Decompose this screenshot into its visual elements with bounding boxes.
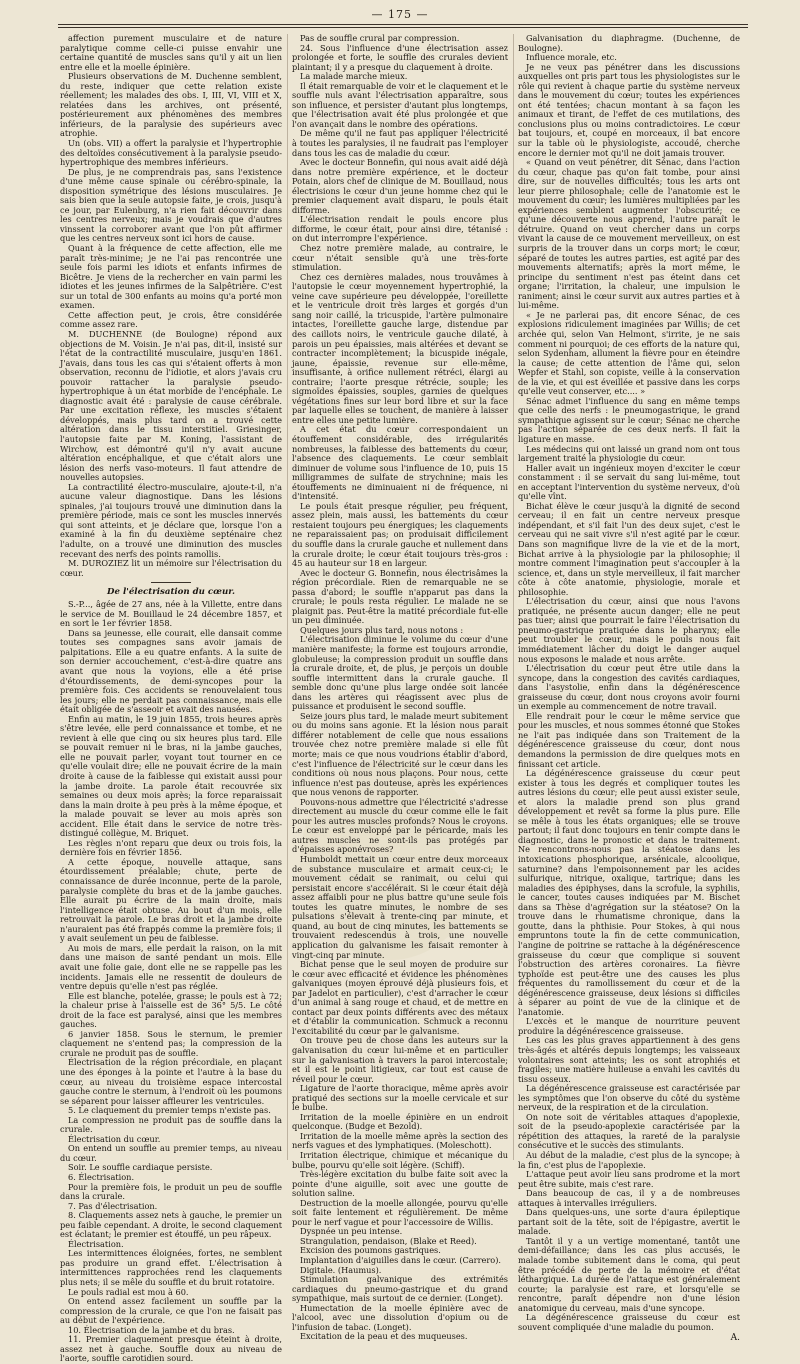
paragraph: Soir. Le souffle cardiaque persiste. — [68, 1162, 213, 1173]
paragraph: Elle rendrait pour le cœur le même service que pour les muscles, et nous sommes étonné que Stokes ne l'ait pas indiquée dans son Traitement de la dégénérescence graisseuse du cœur, dont nous demandons la permission de dire quelques mots en finissant cet article. — [518, 710, 740, 769]
paragraph: Électrisation du cœur. — [68, 1133, 161, 1144]
paragraph: Chez ces dernières malades, nous trouvâmes à l'autopsie le cœur moyennement hypertrophié, la veine cave supérieure peu développée, l'oreillette et le ventricule droit très larges et gorgés d'un sang noir caillé, la tricuspide, l'artère pulmonaire intactes, l'oreillette gauche large, distendue par des caillots noirs, le ventricule gauche dilaté, à parois un peu épaissies, mais altérées et devant se contracter incomplètement; la bicuspide inégale, jaune, épaissie, revenue sur elle-même, insuffisante, à orifice nullement rétréci, élargi au contraire; l'aorte presque rétrécie, souple; les sigmoïdes épaissies, souples, garnies de quelques végétations fines sur leur bord libre et sur la face par laquelle elles se touchent, de manière à laisser entre elles une petite lumière. — [292, 271, 508, 425]
header-rule — [58, 24, 748, 25]
paragraph: La contractilité électro-musculaire, ajoute-t-il, n'a aucune valeur diagnostique. Dans les lésions spinales, j'ai toujours trouvé une diminution dans la première période, mais ce sont les muscles innervés qui sont atteints, et je déclare que, lorsque l'on a examiné à la fin du deuxième septénaire chez l'adulte, on a trouvé une diminution des muscles recevant des nerfs des points ramollis. — [60, 481, 282, 559]
paragraph: Au mois de mars, elle perdait la raison, on la mit dans une maison de santé pendant un mois. Elle avait une folie gaie, dont elle ne se rappelle pas les incidents. Jamais elle ne ressentit de douleurs de ventre depuis qu'elle n'est pas réglée. — [60, 942, 282, 992]
paragraph: Digitale. (Haumus). — [300, 1264, 382, 1275]
paragraph: On note soit de véritables attaques d'apoplexie, soit de la pseudo-apoplexie caractérisée par la répétition des attaques, la rareté de la paralysie consécutive et le succès des stimulants. — [518, 1111, 740, 1151]
paragraph: Plusieurs observations de M. Duchenne semblent, du reste, indiquer que cette relation existe réellement; les malades des obs. I, III, VI, VIII et X, relatées dans les archives, ont présenté, postérieurement aux phénomènes des membres inférieurs, de la paralysie des supérieurs avec atrophie. — [60, 71, 282, 139]
paragraph: M. DUROZIEZ lit un mémoire sur l'électrisation du cœur. — [60, 558, 282, 578]
paragraph: Destruction de la moelle allongée, pourvu qu'elle soit faite lentement et régulièrement. De même pour le nerf vague et pour l'accessoire de Willis. — [292, 1197, 508, 1227]
paragraph: Sénac admet l'influence du sang en même temps que celle des nerfs : le pneumogastrique, le grand sympathique agissent sur le cœur; Sénac ne cherche pas l'action séparée de ces deux nerfs. Il fait la ligature en masse. — [518, 395, 740, 444]
section-separator — [151, 582, 191, 583]
paragraph: Chez notre première malade, au contraire, le cœur n'était sensible qu'à une très-forte stimulation. — [292, 243, 508, 273]
paragraph: 7. Pas d'électrisation. — [68, 1200, 158, 1211]
text-column-left — [60, 33, 282, 1364]
paragraph: « Quand on veut pénétrer, dit Sénac, dans l'action du cœur, chaque pas qu'on fait tombe, pour ainsi dire, sur de nouvelles difficultés; tous les arts ont leur pierre philosophale; celle de l'anatomie est le mouvement du cœur; les lumières multipliées par les expériences semblent augmenter l'obscurité; ce qu'une découverte nous apprend, l'autre paraît le détruire. Quand on veut chercher dans un corps vivant la cause de ce mouvement merveilleux, on est surpris de la trouver dans un corps mort; le cœur, séparé de toutes les autres parties, est agité par des mouvements alternatifs; après la mort même, le principe du sentiment n'est pas éteint dans cet organe; l'irritation, la chaleur, une impulsion le raniment; ainsi le cœur survit aux autres parties et à lui-même. — [518, 157, 740, 311]
paragraph: La dégénérescence graisseuse du cœur peut exister à tous les degrés et compliquer toutes les autres lésions du cœur; elle peut aussi exister seule, et alors la maladie prend son plus grand développement et revêt sa forme la plus pure. Elle se mêle à tous les états organiques; elle se trouve partout; il faut donc toujours en tenir compte dans le diagnostic, dans le pronostic et dans le traitement. Ne rencontrons-nous pas la stéatose dans les intoxications phosphorique, arsénicale, alcoolique, saturnine? dans l'empoisonnement par les acides sulfurique, nitrique, oxalique, tartrique; dans les maladies des épiphyses, dans la scrofule, la syphilis, le cancer, toutes causes indiquées par M. Bischet dans sa Thèse d'agrégation sur la stéatose? On la trouve dans le rhumatisme chronique, dans la goutte, dans la phthisie. Pour Stokes, à qui nous empruntons toute la fin de cette communication, l'angine de poitrine se rattache à la dégénérescence graisseuse du cœur que complique si souvent l'obstruction des artères coronaires. La fièvre typhoïde est peut-être une des causes les plus fréquentes du ramollissement du cœur et de la dégénérescence graisseuse, deux lésions si difficiles à séparer au point de vue de la clinique et de l'anatomie. — [518, 768, 740, 1017]
paragraph: Dans quelques-uns, une sorte d'aura épileptique partant soit de la tête, soit de l'épigastre, avertit le malade. — [518, 1207, 740, 1237]
paragraph: La dégénérescence graisseuse est caractérisée par les symptômes que l'on observe du côté du système nerveux, de la respiration et de la circulation. — [518, 1083, 740, 1113]
paragraph: L'électrisation du cœur, ainsi que nous l'avons pratiquée, ne présente aucun danger; elle ne peut pas tuer; ainsi que pourrait le faire l'électrisation du pneumo-gastrique pratiquée dans le pharynx; elle peut troubler le cœur, mais le pouls nous fait immédiatement lâcher du doigt le danger auquel nous exposons le malade et nous arrête. — [518, 596, 740, 664]
header-rule-double — [58, 27, 748, 28]
section-heading: De l'électrisation du cœur. — [107, 587, 235, 598]
paragraph: 5. Le claquement du premier temps n'existe pas. — [68, 1105, 271, 1116]
paragraph: Les règles n'ont reparu que deux ou trois fois, la dernière fois en février 1856. — [60, 837, 282, 858]
paragraph: Implantation d'aiguilles dans le cœur. (Carrero). — [300, 1255, 502, 1265]
paragraph: Pouvons-nous admettre que l'électricité s'adresse directement au muscle du cœur comme elle le fait pour les autres muscles profonds? Nous le croyons. Le cœur est enveloppé par le péricarde, mais les autres muscles ne sont-ils pas protégés par d'épaisses aponévroses? — [292, 796, 508, 855]
paragraph: affection purement musculaire et de nature paralytique comme celle-ci puisse envahir une certaine quantité de muscles sans qu'il y ait un lien entre elle et la moelle épinière. — [60, 33, 282, 72]
paragraph: Dans sa jeunesse, elle courait, elle dansait comme toutes ses compagnes sans avoir jamais de palpitations. Elle a eu quatre enfants. A la suite de son dernier accouchement, c'est-à-dire quatre ans avant que nous la voyions, elle a été prise d'étourdissements, de demi-syncopes pour la première fois. Ces accidents se renouvelaient tous les jours; elle ne perdait pas connaissance, mais elle était obligée de s'asseoir et avait des nausées. — [60, 627, 282, 715]
paragraph: M. DUCHENNE (de Boulogne) répond aux objections de M. Voisin. Je n'ai pas, dit-il, insisté sur l'état de la contractilité musculaire, jusqu'en 1861. J'avais, dans tous les cas qui s'étaient offerts à mon observation, reconnu de l'idiotie, et alors j'avais cru pouvoir rattacher la paralysie pseudo-hypertrophique à un état morbide de l'encéphale. Le diagnostic avait été : paralysie de cause cérébrale. Par une excitation réflexe, les muscles s'étaient développés, mais plus tard on a trouvé cette altération dans le tissu interstitiel. Griesinger, l'autopsie faite par M. Koning, l'assistant de Wirchow, est démontré qu'il n'y avait aucune altération encéphalique, et que c'était alors une lésion des nerfs vaso-moteurs. Il faut attendre de nouvelles autopsies. — [60, 328, 282, 483]
paragraph: Pour la première fois, le produit un peu de souffle dans la crurale. — [60, 1181, 282, 1202]
column-divider — [513, 34, 514, 1160]
paragraph: Pas de souffle crural par compression. — [300, 33, 460, 43]
paragraph: Dyspnée un peu intense. — [300, 1226, 403, 1237]
column-divider — [287, 34, 288, 1160]
paragraph: Irritation de la moelle même après la section des nerfs vagues et des lymphatiques. (Moleschott). — [292, 1130, 508, 1151]
paragraph: Électrisation. — [68, 1238, 124, 1249]
paragraph: L'attaque peut avoir lieu sans prodrome et la mort peut être subite, mais c'est rare. — [518, 1169, 740, 1189]
paragraph: De même qu'il ne faut pas appliquer l'électricité à toutes les paralysies, il ne faudrait pas l'employer dans tous les cas de maladie du cœur. — [292, 128, 508, 158]
paragraph: La dégénérescence graisseuse du cœur est souvent compliquée d'une maladie du poumon. — [518, 1312, 740, 1332]
paragraph: Électrisation de la région précordiale, en plaçant une des éponges à la pointe et l'autre à la base du cœur, au niveau du troisième espace intercostal gauche contre le sternum, à l'endroit où les poumons se séparent pour laisser affleurer les ventricules. — [60, 1057, 282, 1106]
end-mark: A. — [730, 1333, 740, 1344]
paragraph: Je ne veux pas pénétrer dans les discussions auxquelles ont pris part tous les physiologistes sur le rôle qui revient à chaque partie du système nerveux dans le mouvement du cœur; toutes les expériences ont été tentées; chacun montant à sa façon les animaux et tirant, de l'effet de ces mutilations, des conclusions plus ou moins contradictoires. Le cœur bat toujours, et, coupé en morceaux, il bat encore sur la table où le physiologiste, accoudé, cherche encore le dernier mot qu'il ne doit jamais trouver. — [518, 61, 740, 158]
paragraph: 8. Claquements assez nets à gauche, le premier un peu faible cependant. A droite, le second claquement est éclatant; le premier est étouffé, un peu râpeux. — [60, 1210, 282, 1240]
paragraph: 10. Électrisation de la jambe et du bras. — [68, 1324, 235, 1335]
paragraph: Enfin au matin, le 19 juin 1855, trois heures après s'être levée, elle perd connaissance et tombe, et ne revient à elle que cinq ou six heures plus tard. Elle se pouvait remuer ni le bras, ni la jambe gauches, elle ne pouvait parler, voyant tout tourner en ce qu'elle voulait dire; elle ne pouvait écrire de la main droite à cause de la faiblesse qui existait aussi pour la jambe droite. La parole était recouvrée six semaines ou deux mois après; la force reparaissait dans la main droite à peu près à la même époque, et la malade pouvait se lever au mois après son accident. Elle était dans le service de notre très-distingué collègue, M. Briquet. — [60, 713, 282, 839]
paragraph: Ligature de l'aorte thoracique, même après avoir pratiqué des sections sur la moelle cervicale et sur le bulbe. — [292, 1083, 508, 1113]
text-column-middle — [292, 33, 508, 1342]
paragraph: L'électrisation diminue le volume du cœur d'une manière manifeste; la forme est toujours arrondie, globuleuse; la compression produit un souffle dans la crurale droite, et, de plus, je perçois un double souffle intermittent dans la crurale gauche. Il semble donc qu'une plus large ondée soit lancée dans les artères qui réagissent avec plus de puissance et produisent le second souffle. — [292, 634, 508, 712]
paragraph: 6. Électrisation. — [68, 1171, 135, 1182]
paragraph: « Je ne parlerai pas, dit encore Sénac, de ces explosions ridiculement imaginées par Willis; de cet archée qui, selon Van Helmont, s'irrite, je ne sais comment ni pourquoi; de ces efforts de la nature qui, selon Sydenham, allument la fièvre pour en éteindre la cause; de cette attention de l'âme qui, selon Wepfer et Stahl, son copiste, veille à la conservation de la vie, et qui est éveillée et passive dans les corps qu'elle veut conserver, etc.... » — [518, 309, 740, 397]
text-column-right — [518, 33, 740, 1344]
paragraph: Bichat pense que le seul moyen de produire sur le cœur avec efficacité et évidence les phénomènes galvaniques (moyen éprouvé déjà plusieurs fois, et par Jadelot en particulier), c'est d'arracher le cœur d'un animal à sang rouge et chaud, et de mettre en contact par deux points différents avec des métaux et d'établir la communication. Schmuck a reconnu l'excitabilité du cœur par le galvanisme. — [292, 959, 508, 1036]
paragraph: Influence morale, etc. — [526, 52, 617, 63]
paragraph: Avec le docteur G. Bonnefin, nous électrisâmes la région précordiale. Rien de remarquable ne se passa d'abord; le souffle n'apparut pas dans la crurale; le pouls resta régulier. Le malade ne se plaignit pas. Peut-être la matité précordiale fut-elle un peu diminuée. — [292, 567, 508, 626]
paragraph: Humboldt mettait un cœur entre deux morceaux de substance musculaire et armait ceux-ci; le mouvement cédait se ranimait, ou celui qui persistait encore s'accélérait. Si le cœur était déjà assez affaibli pour ne plus battre qu'une seule fois toutes les quatre minutes, le nombre de ses pulsations s'élevait à trente-cinq par minute, et quand, au bout de cinq minutes, les battements se trouvaient redescendus à trois, une nouvelle application du galvanisme les faisait remonter à vingt-cinq par minute. — [292, 854, 508, 960]
paragraph: Excision des poumons gastriques. — [300, 1245, 441, 1256]
paragraph: Au début de la maladie, c'est plus de la syncope; à la fin, c'est plus de l'apoplexie. — [518, 1149, 740, 1170]
paragraph: Quant à la fréquence de cette affection, elle me paraît très-minime; je ne l'ai pas rencontrée une seule fois parmi les idiots et enfants infirmes de Bicêtre. Je viens de la rechercher en vain parmi les idiotes et les jeunes infirmes de la Salpêtrière. C'est sur un total de 300 enfants au moins qu'a porté mon examen. — [60, 243, 282, 311]
paragraph: Quelques jours plus tard, nous notons : — [300, 624, 464, 635]
paragraph: Seize jours plus tard, le malade meurt subitement ou du moins sans agonie. Et la lésion nous parait différer notablement de celle que nous essaiions trouvée chez notre première malade si elle fût morte; mais ce que nous voudrions établir d'abord, c'est l'influence de l'électricité sur le cœur dans les conditions où nous nous plaçons. Pour nous, cette influence n'est pas douteuse, après les expériences que nous venons de rapporter. — [292, 710, 508, 798]
paragraph: Les médecins qui ont laissé un grand nom ont tous largement traité la physiologie du cœur. — [518, 443, 740, 464]
paragraph: Excitation de la peau et des muqueuses. — [300, 1331, 468, 1342]
paragraph: Tantôt il y a un vertige momentané, tantôt une demi-défaillance; dans les cas plus accusés, le malade tombe subitement dans le coma, qui peut être précédé de perte de la mémoire et d'état léthargique. La durée de l'attaque est généralement courte; la paralysie est rare, et lorsqu'elle se rencontre, paraît dépendre non d'une lésion anatomique du cerveau, mais d'une syncope. — [518, 1235, 740, 1313]
paragraph: De plus, je ne comprendrais pas, sans l'existence d'une même cause spinale ou cérébro-spinale, la disposition symétrique des lésions musculaires. Je sais bien que la seule autopsie faite, je crois, jusqu'à ce jour, par Eulenburg, n'a rien fait découvrir dans les centres nerveux; mais je voudrais que d'autres vinssent la corroborer avant que l'on pût affirmer que les centres nerveux sont ici hors de cause. — [60, 166, 282, 244]
paragraph: Il était remarquable de voir et le claquement et le souffle nuls avant l'électrisation apparaître, sous son influence, et persister d'autant plus longtemps, que l'électrisation avait été plus prolongée et que l'on avançait dans le nombre des opérations. — [292, 80, 508, 129]
paragraph: A cette époque, nouvelle attaque, sans étourdissement préalable; chute, perte de connaissance de durée inconnue, perte de la parole, paralysie complète du bras et de la jambe gauches. Elle aurait pu écrire de la main droite, mais l'intelligence était obtuse. Au bout d'un mois, elle retrouvait la parole. Le bras droit et la jambe droite n'auraient pas été frappés comme la première fois; il y avait seulement un peu de faiblesse. — [60, 856, 282, 944]
paragraph: On trouve peu de chose dans les auteurs sur la galvanisation du cœur lui-même et en particulier sur la galvanisation à travers la paroi intercostale; et il est le point litigieux, car tout est cause de réveil pour le cœur. — [292, 1035, 508, 1084]
paragraph: S.-P..., âgée de 27 ans, née à la Villette, entre dans le service de M. Bouillaud le 24 décembre 1857, et en sort le 1er février 1858. — [60, 599, 282, 629]
paragraph: La compression ne produit pas de souffle dans la crurale. — [60, 1114, 282, 1135]
paragraph: 11. Premier claquement presque éteint à droite, assez net à gauche. Souffle doux au niveau de l'aorte, souffle carotidien sourd. — [60, 1334, 282, 1364]
paragraph: L'excès et le manque de nourriture peuvent produire la dégénérescence graisseuse. — [518, 1016, 740, 1036]
paragraph: Dans beaucoup de cas, il y a de nombreuses attaques à intervalles irréguliers. — [518, 1188, 740, 1208]
paragraph: Galvanisation du diaphragme. (Duchenne, de Boulogne). — [518, 33, 740, 53]
page-number: — 175 — — [371, 8, 429, 21]
paragraph: Un (obs. VII) a offert la paralysie et l'hypertrophie des deltoïdes consécutivement à la paralysie pseudo-hypertrophique des membres inférieurs. — [60, 138, 282, 168]
paragraph: Cette affection peut, je crois, être considérée comme assez rare. — [60, 309, 282, 330]
paragraph: Les cas les plus graves appartiennent à des gens très-âgés et altérés depuis longtemps; les vaisseaux volontaires sont atteints; les os sont atrophiés et fragiles; une matière huileuse a envahi les cavités du tissu osseux. — [518, 1035, 740, 1084]
paragraph: La malade marche mieux. — [300, 71, 408, 82]
paragraph: Irritation électrique, chimique et mécanique du bulbe, pourvu qu'elle soit légère. (Schiff). — [292, 1149, 508, 1170]
paragraph: Strangulation, pendaison, (Blake et Reed). — [300, 1235, 477, 1246]
paragraph: Les intermittences éloignées, fortes, ne semblent pas produire un grand effet. L'électrisation à intermittences rapprochées rend les claquements plus nets; il se mêle du souffle et du bruit rotatoire. — [60, 1248, 282, 1287]
paragraph: Le pouls radial est mou à 60. — [68, 1286, 189, 1297]
paragraph: On entend assez facilement un souffle par la compression de la crurale, ce que l'on ne faisait pas au début de l'expérience. — [60, 1296, 282, 1326]
paragraph: Irritation de la moelle épinière en un endroit quelconque. (Budge et Bezold). — [292, 1111, 508, 1132]
paragraph: L'électrisation du cœur peut être utile dans la syncope, dans la congestion des cavités cardiaques, dans l'asystolie, enfin dans la dégénérescence graisseuse du cœur, dont nous croyons avoir fourni un exemple au commencement de notre travail. — [518, 663, 740, 712]
paragraph: Avec le docteur Bonnefin, qui nous avait aidé déjà dans notre première expérience, et le docteur Potain, alors chef de clinique de M. Bouillaud, nous électrisions le cœur d'un jeune homme chez qui le premier claquement avait disparu, le pouls était difforme. — [292, 157, 508, 215]
paragraph: Stimulation galvanique des extrémités cardiaques du pneumo-gastrique et du grand sympathique, mais surtout de ce dernier. (Longet). — [292, 1274, 508, 1304]
paragraph: Elle est blanche, potelée, grasse; le pouls est à 72; la chaleur prise à l'aisselle est de 36° 5/5. Le côté droit de la face est paralysé, ainsi que les membres gauches. — [60, 990, 282, 1030]
paragraph: L'électrisation rendait le pouls encore plus difforme, le cœur était, pour ainsi dire, tétanisé : on dut interrompre l'expérience. — [292, 214, 508, 244]
paragraph: Humectation de la moelle épinière avec de l'alcool, avec une dissolution d'opium ou de l'infusion de tabac. (Longet). — [292, 1302, 508, 1332]
paragraph: Haller avait un ingénieux moyen d'exciter le cœur constamment : il se servait du sang lui-même, tout en acceptant l'intervention du système nerveux, d'où qu'elle vînt. — [518, 462, 740, 502]
paragraph: Très-légère excitation du bulbe faite soit avec la pointe d'une aiguille, soit avec une goutte de solution saline. — [292, 1169, 508, 1199]
paragraph: 6 janvier 1858. Sous le sternum, le premier claquement ne s'entend pas; la compression de la crurale ne produit pas de souffle. — [60, 1028, 282, 1058]
paragraph: On entend un souffle au premier temps, au niveau du cœur. — [60, 1143, 282, 1163]
paragraph: 24. Sous l'influence d'une électrisation assez prolongée et forte, le souffle des crurales devient plaintant; il y a presque du claquement à droite. — [292, 42, 508, 72]
paragraph: Le pouls était presque régulier, peu fréquent, assez plein, mais aussi, les battements du cœur restaient toujours peu énergiques; les claquements ne reparaissaient pas; on produisait difficilement du souffle dans la crurale gauche et nullement dans la crurale droite; le cœur était toujours très-gros : 45 au hauteur sur 18 en largeur. — [292, 500, 508, 569]
paragraph: A cet état du cœur correspondaient un étouffement considérable, des irrégularités nombreuses, la faiblesse des battements du cœur, l'absence des claquements. Le cœur semblait diminuer de volume sous l'influence de 10, puis 15 milligrammes de sulfate de strychnine; mais les étouffements ne diminuaient ni de fréquence, ni d'intensité. — [292, 424, 508, 502]
paragraph: Bichat élève le cœur jusqu'à la dignité de second cerveau; il en fait un centre nerveux presque indépendant, et s'il fait l'un des deux sujet, c'est le cerveau qui ne sait vivre s'il n'est agité par le cœur. Dans son magnifique livre de la vie et de la mort, Bichat arrive à la physiologie par la philosophie; il montre comment l'imagination peut s'accoupler à la science, et, dans un style merveilleux, il fait marcher côte à côte anatomie, physiologie, morale et philosophie. — [518, 500, 740, 597]
